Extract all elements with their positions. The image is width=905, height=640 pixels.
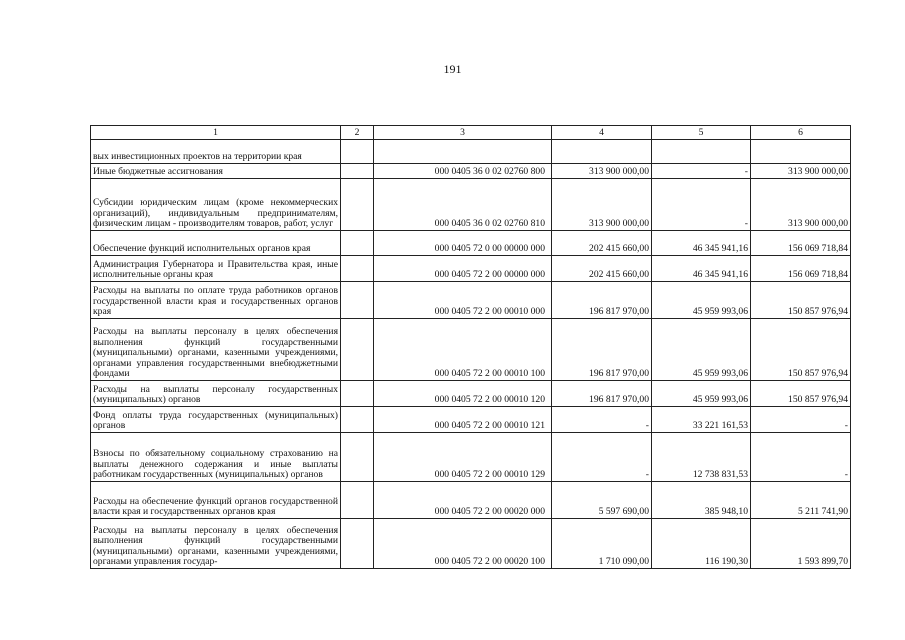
row-description: Взносы по обязательному социальному страхованию на выплаты денежного содержания и иные выплаты работникам государственных (муниципальных) органов	[91, 433, 341, 482]
page-number: 191	[443, 62, 462, 76]
row-description: Обеспечение функций исполнительных органов края	[91, 231, 341, 256]
row-col-4: 1 710 090,00	[552, 519, 652, 569]
table-row	[91, 282, 851, 319]
row-col-4: 202 415 660,00	[552, 231, 652, 256]
row-col-2	[341, 519, 374, 569]
budget-table	[90, 125, 851, 569]
row-code: 000 0405 36 0 02 02760 800	[374, 164, 552, 179]
row-col-6: 1 593 899,70	[751, 519, 851, 569]
row-code: 000 0405 72 2 00 00000 000	[374, 256, 552, 282]
row-code: 000 0405 72 2 00 00010 000	[374, 282, 552, 319]
row-col-6: 313 900 000,00	[751, 164, 851, 179]
row-description: Фонд оплаты труда государственных (муниципальных) органов	[91, 407, 341, 433]
row-col-2	[341, 381, 374, 407]
row-code: 000 0405 72 0 00 00000 000	[374, 231, 552, 256]
row-col-2	[341, 256, 374, 282]
row-col-4: 202 415 660,00	[552, 256, 652, 282]
row-code	[374, 140, 552, 164]
row-col-5: 46 345 941,16	[652, 231, 751, 256]
row-col-6: -	[751, 433, 851, 482]
row-description: Субсидии юридическим лицам (кроме некоммерческих организаций), индивидуальным предпринимателям, физическим лицам - производителям товаров, работ, услуг	[91, 179, 341, 231]
row-col-2	[341, 179, 374, 231]
header-col-2: 2	[341, 126, 374, 140]
row-col-5: 45 959 993,06	[652, 381, 751, 407]
table-row	[91, 381, 851, 407]
row-col-2	[341, 319, 374, 381]
row-description: Расходы на обеспечение функций органов государственной власти края и государственных органов края	[91, 482, 341, 519]
row-code: 000 0405 72 2 00 00020 100	[374, 519, 552, 569]
row-col-4: -	[552, 407, 652, 433]
row-description: Расходы на выплаты персоналу в целях обеспечения выполнения функций государственными (муниципальными) органами, казенными учреждениями, органами управления государ-	[91, 519, 341, 569]
row-col-5: 116 190,30	[652, 519, 751, 569]
header-col-4: 4	[552, 126, 652, 140]
row-description: Иные бюджетные ассигнования	[91, 164, 341, 179]
table-row	[91, 256, 851, 282]
row-col-5	[652, 140, 751, 164]
table-row	[91, 231, 851, 256]
row-col-4: 196 817 970,00	[552, 319, 652, 381]
row-col-2	[341, 231, 374, 256]
row-col-2	[341, 140, 374, 164]
row-description: Расходы на выплаты персоналу в целях обеспечения выполнения функций государственными (муниципальными) органами, казенными учреждениями, органами управления государственными внебюджетными фондами	[91, 319, 341, 381]
row-col-5: 45 959 993,06	[652, 319, 751, 381]
row-col-4: 313 900 000,00	[552, 179, 652, 231]
row-code: 000 0405 72 2 00 00020 000	[374, 482, 552, 519]
row-col-2	[341, 482, 374, 519]
row-col-6: 313 900 000,00	[751, 179, 851, 231]
row-code: 000 0405 72 2 00 00010 121	[374, 407, 552, 433]
row-col-4: 313 900 000,00	[552, 164, 652, 179]
row-col-6	[751, 140, 851, 164]
row-col-6: 156 069 718,84	[751, 256, 851, 282]
table-row	[91, 519, 851, 569]
table-row	[91, 319, 851, 381]
row-description: вых инвестиционных проектов на территории края	[91, 140, 341, 164]
table-row	[91, 482, 851, 519]
table-row	[91, 164, 851, 179]
header-col-6: 6	[751, 126, 851, 140]
row-col-6: 150 857 976,94	[751, 381, 851, 407]
header-col-5: 5	[652, 126, 751, 140]
row-col-5: 12 738 831,53	[652, 433, 751, 482]
row-col-6: 150 857 976,94	[751, 282, 851, 319]
row-col-4: 5 597 690,00	[552, 482, 652, 519]
row-col-2	[341, 407, 374, 433]
row-col-2	[341, 164, 374, 179]
row-col-4: 196 817 970,00	[552, 381, 652, 407]
row-col-5: 385 948,10	[652, 482, 751, 519]
row-col-6: 5 211 741,90	[751, 482, 851, 519]
row-description: Расходы на выплаты по оплате труда работников органов государственной власти края и государственных органов края	[91, 282, 341, 319]
table-row	[91, 407, 851, 433]
row-col-5: 33 221 161,53	[652, 407, 751, 433]
row-col-4: -	[552, 433, 652, 482]
row-code: 000 0405 72 2 00 00010 100	[374, 319, 552, 381]
row-col-5: 46 345 941,16	[652, 256, 751, 282]
row-description: Расходы на выплаты персоналу государственных (муниципальных) органов	[91, 381, 341, 407]
row-code: 000 0405 36 0 02 02760 810	[374, 179, 552, 231]
row-col-6: -	[751, 407, 851, 433]
header-col-1: 1	[91, 126, 341, 140]
row-col-6: 156 069 718,84	[751, 231, 851, 256]
row-col-2	[341, 282, 374, 319]
table-row	[91, 140, 851, 164]
table-row	[91, 433, 851, 482]
row-col-4: 196 817 970,00	[552, 282, 652, 319]
table-row	[91, 179, 851, 231]
row-col-5: 45 959 993,06	[652, 282, 751, 319]
row-col-5: -	[652, 179, 751, 231]
row-code: 000 0405 72 2 00 00010 120	[374, 381, 552, 407]
row-description: Администрация Губернатора и Правительства края, иные исполнительные органы края	[91, 256, 341, 282]
row-col-4	[552, 140, 652, 164]
row-col-2	[341, 433, 374, 482]
row-code: 000 0405 72 2 00 00010 129	[374, 433, 552, 482]
row-col-5: -	[652, 164, 751, 179]
header-row	[91, 126, 851, 140]
header-col-3: 3	[374, 126, 552, 140]
row-col-6: 150 857 976,94	[751, 319, 851, 381]
